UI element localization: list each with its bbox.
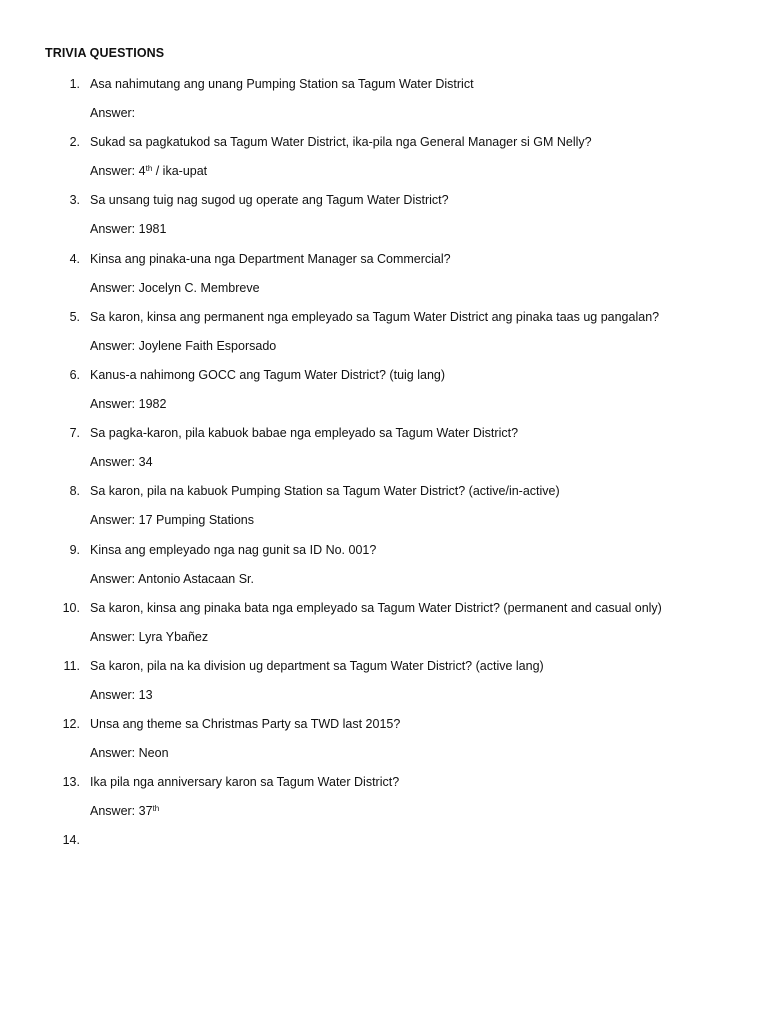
answer-value: 37: [138, 804, 153, 819]
document-title: TRIVIA QUESTIONS: [45, 46, 165, 60]
question-number: 11.: [63, 658, 80, 673]
answer-line: [90, 338, 276, 354]
question-item: [0, 713, 768, 771]
question-number: 14.: [62, 833, 80, 848]
question-number: 13.: [62, 775, 80, 790]
answer-label: Answer:: [90, 746, 136, 761]
question-list: [0, 73, 768, 888]
answer-line: [90, 803, 159, 819]
answer-line: [90, 629, 208, 645]
question-text: Kinsa ang pinaka-una nga Department Manager sa Commercial?: [90, 251, 451, 266]
answer-label: Answer:: [90, 513, 136, 528]
question-text: Ika pila nga anniversary karon sa Tagum Water District?: [90, 775, 400, 790]
question-text: Sukad sa pagkatukod sa Tagum Water District, ika-pila nga General Manager si GM Nelly?: [90, 135, 592, 150]
answer-value: 1981: [138, 222, 167, 237]
question-number: 2.: [69, 135, 80, 150]
question-text: Sa unsang tuig nag sugod ug operate ang Tagum Water District?: [90, 193, 449, 208]
answer-line: [90, 280, 260, 296]
answer-label: Answer:: [90, 106, 136, 120]
answer-label: Answer:: [90, 629, 136, 644]
question-number: 7.: [69, 426, 80, 441]
question-number: 4.: [69, 251, 80, 266]
question-text: Kanus-a nahimong GOCC ang Tagum Water District? (tuig lang): [90, 367, 446, 382]
answer-label: Answer:: [90, 222, 136, 237]
answer-line: [90, 571, 254, 587]
question-number: 1.: [69, 77, 80, 91]
question-number: 3.: [69, 193, 80, 208]
question-item: [0, 422, 768, 480]
answer-line: [90, 105, 135, 121]
question-text: Sa pagka-karon, pila kabuok babae nga empleyado sa Tagum Water District?: [90, 426, 519, 441]
answer-label: Answer:: [90, 571, 136, 586]
question-item: [0, 771, 768, 829]
answer-value: 1982: [138, 396, 167, 411]
question-number: 6.: [69, 367, 80, 382]
answer-label: Answer:: [90, 338, 136, 353]
answer-value: Joylene Faith Esporsado: [138, 338, 277, 353]
question-number: 10.: [62, 600, 80, 615]
question-item: [0, 248, 768, 306]
answer-line: [90, 163, 207, 179]
answer-value: Antonio Astacaan Sr.: [137, 571, 255, 586]
question-item: [0, 364, 768, 422]
question-item: [0, 480, 768, 538]
question-text: Kinsa ang empleyado nga nag gunit sa ID No. 001?: [90, 542, 377, 557]
answer-superscript: th: [152, 804, 160, 814]
question-item: [0, 73, 768, 131]
answer-line: [90, 745, 169, 761]
answer-label: Answer:: [90, 396, 136, 411]
answer-label: Answer:: [90, 280, 136, 295]
answer-label: Answer:: [90, 804, 136, 819]
answer-label: Answer:: [90, 687, 136, 702]
question-item: [0, 829, 768, 887]
question-item: [0, 539, 768, 597]
answer-value: 4: [138, 164, 146, 179]
answer-label: Answer:: [90, 164, 136, 179]
answer-suffix: / ika-upat: [152, 164, 208, 179]
question-text: Asa nahimutang ang unang Pumping Station sa Tagum Water District: [90, 77, 474, 91]
answer-superscript: th: [145, 164, 153, 174]
question-item: [0, 306, 768, 364]
answer-value: Lyra Ybañez: [138, 629, 209, 644]
answer-value: 17 Pumping Stations: [138, 513, 254, 528]
question-text: Sa karon, kinsa ang permanent nga empleyado sa Tagum Water District ang pinaka taas ug pangalan?: [90, 309, 660, 324]
answer-value: Jocelyn C. Membreve: [138, 280, 260, 295]
question-item: [0, 655, 768, 713]
question-item: [0, 131, 768, 189]
question-number: 9.: [69, 542, 80, 557]
question-text: Unsa ang theme sa Christmas Party sa TWD last 2015?: [90, 717, 401, 732]
answer-line: [90, 221, 166, 237]
answer-line: [90, 396, 166, 412]
answer-line: [90, 687, 153, 703]
question-item: [0, 597, 768, 655]
question-number: 12.: [62, 717, 80, 732]
question-number: 8.: [69, 484, 80, 499]
answer-line: [90, 512, 254, 528]
answer-value: Neon: [138, 746, 169, 761]
answer-label: Answer:: [90, 455, 136, 470]
question-item: [0, 189, 768, 247]
answer-line: [90, 454, 153, 470]
question-text: Sa karon, pila na ka division ug department sa Tagum Water District? (active lang): [90, 658, 544, 673]
question-text: Sa karon, pila na kabuok Pumping Station sa Tagum Water District? (active/in-active): [90, 484, 560, 499]
answer-value: 13: [138, 687, 153, 702]
question-text: Sa karon, kinsa ang pinaka bata nga empleyado sa Tagum Water District? (permanent and casual only): [90, 600, 662, 615]
answer-value: 34: [138, 455, 153, 470]
question-number: 5.: [69, 309, 80, 324]
